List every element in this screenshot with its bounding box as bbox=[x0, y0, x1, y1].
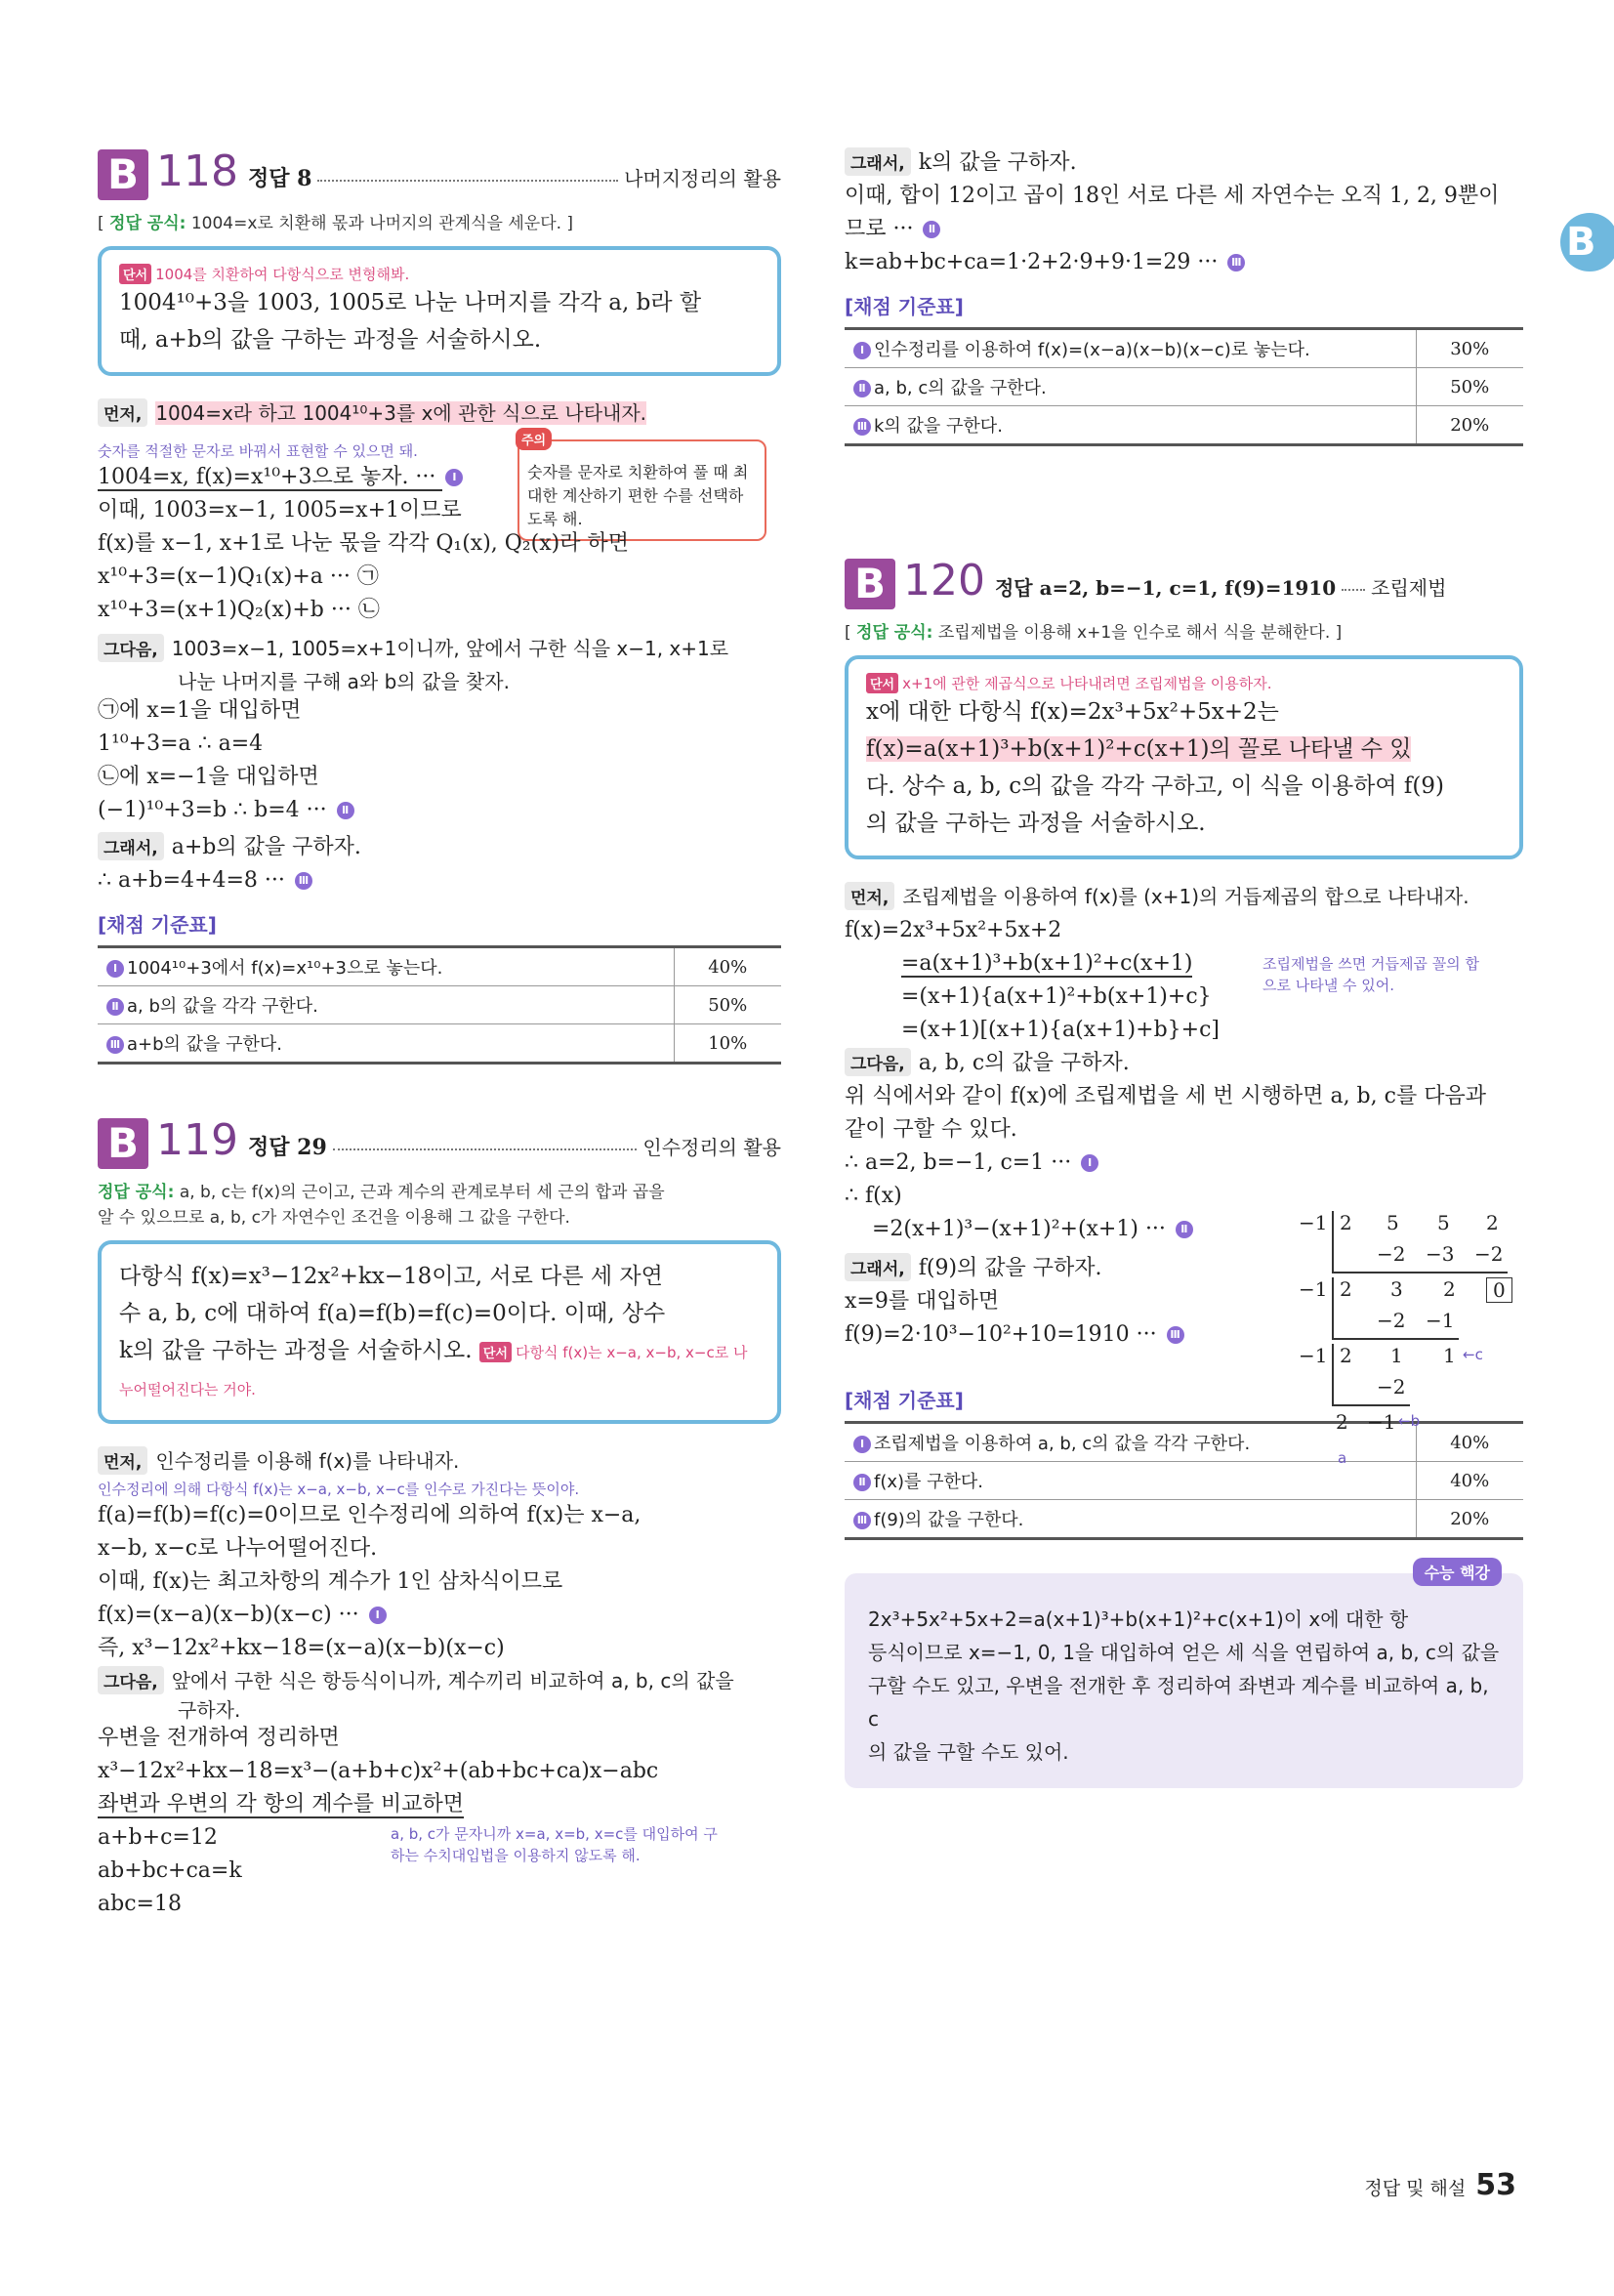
step-next: 그다음, 앞에서 구한 식은 항등식이니까, 계수끼리 비교하여 a, b, c의 값을 bbox=[98, 1665, 781, 1698]
math-line: 좌변과 우변의 각 항의 계수를 비교하면 bbox=[98, 1792, 464, 1816]
math-line: f(x)를 x−1, x+1로 나눈 몫을 각각 Q₁(x), Q₂(x)라 하면 bbox=[98, 531, 629, 556]
side-note: a, b, c가 문자니까 x=a, x=b, x=c를 대입하여 구하는 수치대입법을 이용하지 않도록 해. bbox=[391, 1825, 718, 1864]
math-line: 이때, f(x)는 최고차항의 계수가 1인 삼차식이므로 bbox=[98, 1569, 563, 1594]
math-line: =(x+1){a(x+1)²+b(x+1)+c} bbox=[901, 984, 1212, 1009]
page-footer: 정답 및 해설 53 bbox=[1364, 2168, 1516, 2202]
leader-dots bbox=[1342, 577, 1365, 591]
math-line: =(x+1)[(x+1){a(x+1)+b}+c] bbox=[901, 1018, 1220, 1042]
topic: 인수정리의 활용 bbox=[642, 1136, 781, 1159]
problem-118-box bbox=[98, 246, 781, 376]
grading-title: [채점 기준표] bbox=[98, 913, 217, 937]
question-line: 의 값을 구하는 과정을 서술하시오. bbox=[866, 811, 1206, 836]
question-line: 때, a+b의 값을 구하는 과정을 서술하시오. bbox=[119, 327, 542, 353]
question-line: 다항식 f(x)=x³−12x²+kx−18이고, 서로 다른 세 자연 bbox=[119, 1264, 663, 1289]
side-note: 숫자를 적절한 문자로 바꿔서 표현할 수 있으면 돼. bbox=[98, 442, 418, 460]
leader-dots bbox=[317, 168, 618, 182]
step-first: 먼저, 인수정리를 이용해 f(x)를 나타내자. bbox=[98, 1445, 781, 1479]
math-line: x=9를 대입하면 bbox=[845, 1289, 1000, 1314]
step-so: 그래서, k의 값을 구하자. bbox=[845, 146, 1523, 180]
math-line: f(a)=f(b)=f(c)=0이므로 인수정리에 의하여 f(x)는 x−a, bbox=[98, 1503, 641, 1527]
math-line: 므로 ··· Ⅱ bbox=[845, 213, 1523, 246]
math-line: f(x)=(x−a)(x−b)(x−c) ··· Ⅰ bbox=[98, 1599, 781, 1632]
table-row: Ⅲ f(9)의 값을 구한다. 20% bbox=[845, 1500, 1523, 1539]
table-row: Ⅱ a, b의 값을 각각 구한다. 50% bbox=[98, 986, 781, 1024]
leader-dots bbox=[333, 1137, 638, 1150]
table-row: Ⅰ 인수정리를 이용하여 f(x)=(x−a)(x−b)(x−c)로 놓는다. 30% bbox=[845, 329, 1523, 368]
math-line: 위 식에서와 같이 f(x)에 조립제법을 세 번 시행하면 a, b, c를 다음과 bbox=[845, 1084, 1486, 1108]
side-note: 인수정리에 의해 다항식 f(x)는 x−a, x−b, x−c를 인수로 가진다는 뜻이야. bbox=[98, 1481, 580, 1498]
grading-title: [채점 기준표] bbox=[845, 1389, 964, 1412]
grading-table bbox=[845, 1421, 1523, 1540]
answer: 정답 29 bbox=[247, 1135, 327, 1160]
math-line: x³−12x²+kx−18=x³−(a+b+c)x²+(ab+bc+ca)x−abc bbox=[98, 1759, 659, 1783]
math-line: 이때, 합이 12이고 곱이 18인 서로 다른 세 자연수는 오직 1, 2, 9뿐이 bbox=[845, 184, 1500, 208]
answer: 정답 a=2, b=−1, c=1, f(9)=1910 bbox=[994, 576, 1337, 600]
math-line: a+b+c=12 bbox=[98, 1825, 218, 1850]
key-tip-box: 수능 핵강 2x³+5x²+5x+2=a(x+1)³+b(x+1)²+c(x+1)이 x에 대한 항 등식이므로 x=−1, 0, 1을 대입하여 얻은 세 식을 연립하여 a, b, c의 값을 구할 수도 있고, 우변을 전개한 후 정리하여 좌변과 계수를 비교하여 a, b, c 의 값을 구할 수도 있어. bbox=[845, 1573, 1523, 1788]
left-column bbox=[98, 146, 781, 1921]
question-line: x에 대한 다항식 f(x)=2x³+5x²+5x+2는 bbox=[866, 699, 1279, 725]
math-line: k=ab+bc+ca=1·2+2·9+9·1=29 ··· Ⅲ bbox=[845, 246, 1523, 279]
math-line: =2(x+1)³−(x+1)²+(x+1) ··· Ⅱ bbox=[845, 1213, 1523, 1246]
table-row: Ⅲ k의 값을 구한다. 20% bbox=[845, 406, 1523, 445]
math-line: x−b, x−c로 나누어떨어진다. bbox=[98, 1536, 378, 1561]
problem-119-box bbox=[98, 1240, 781, 1424]
problem-120-box bbox=[845, 655, 1523, 859]
math-line: 우변을 전개하여 정리하면 bbox=[98, 1726, 340, 1750]
topic: 나머지정리의 활용 bbox=[624, 167, 781, 190]
problem-number: 118 bbox=[156, 146, 238, 196]
level-badge: B bbox=[98, 149, 148, 200]
math-line: ∴ a=2, b=−1, c=1 ··· Ⅰ bbox=[845, 1147, 1523, 1180]
problem-120-header bbox=[845, 556, 1523, 612]
step-so: 그래서, a+b의 값을 구하자. bbox=[98, 831, 781, 864]
math-line: f(x)=2x³+5x²+5x+2 bbox=[845, 918, 1062, 942]
math-line: ㉡에 x=−1을 대입하면 bbox=[98, 765, 319, 789]
hint: 단서 1004를 치환하여 다항식으로 변형해봐. bbox=[119, 264, 760, 284]
problem-number: 120 bbox=[903, 556, 985, 605]
level-badge: B bbox=[845, 559, 895, 609]
answer-formula: [ 정답 공식: 1004=x로 치환해 몫과 나머지의 관계식을 세운다. ] bbox=[98, 214, 574, 233]
side-note: 조립제법을 쓰면 거듭제곱 꼴의 합 으로 나타낼 수 있어. bbox=[1262, 955, 1479, 994]
math-line: ∴ a+b=4+4=8 ··· Ⅲ bbox=[98, 864, 781, 898]
table-row: Ⅱ a, b, c의 값을 구한다. 50% bbox=[845, 368, 1523, 406]
problem-118-header bbox=[98, 146, 781, 203]
math-line: ab+bc+ca=k bbox=[98, 1858, 242, 1883]
math-line: x¹⁰+3=(x−1)Q₁(x)+a ··· ㉠ bbox=[98, 564, 379, 589]
caution-box: 주의 숫자를 문자로 치환하여 풀 때 최대한 계산하기 편한 수를 선택하도록 해. bbox=[517, 439, 766, 541]
math-line: f(9)=2·10³−10²+10=1910 ··· Ⅲ bbox=[845, 1318, 1523, 1352]
step-first: 먼저, 조립제법을 이용하여 f(x)를 (x+1)의 거듭제곱의 합으로 나타내자. bbox=[845, 881, 1523, 914]
math-line: x¹⁰+3=(x+1)Q₂(x)+b ··· ㉡ bbox=[98, 598, 380, 622]
problem-number: 119 bbox=[156, 1115, 238, 1165]
question-line: k의 값을 구하는 과정을 서술하시오. 단서 다항식 f(x)는 x−a, x−b, x−c로 나누어떨어진다는 거야. bbox=[119, 1338, 748, 1398]
problem-119-header bbox=[98, 1115, 781, 1172]
grading-table bbox=[845, 327, 1523, 446]
answer: 정답 8 bbox=[247, 166, 312, 191]
right-column bbox=[845, 146, 1523, 1788]
step-next-cont: 구하자. bbox=[178, 1698, 241, 1722]
step-first: 먼저, 1004=x라 하고 1004¹⁰+3를 x에 관한 식으로 나타내자. bbox=[98, 397, 781, 431]
key-tip-title: 수능 핵강 bbox=[1413, 1558, 1502, 1586]
table-row: Ⅱ f(x)를 구한다. 40% bbox=[845, 1462, 1523, 1500]
math-line: 1004=x, f(x)=x¹⁰+3으로 놓자. ··· Ⅰ bbox=[98, 461, 781, 494]
step-next: 그다음, a, b, c의 값을 구하자. bbox=[845, 1047, 1523, 1080]
answer-formula: [ 정답 공식: 조립제법을 이용해 x+1을 인수로 해서 식을 분해한다. ] bbox=[845, 623, 1343, 643]
grading-table bbox=[98, 945, 781, 1065]
math-line: 같이 구할 수 있다. bbox=[845, 1117, 1017, 1142]
math-line: 이때, 1003=x−1, 1005=x+1이므로 bbox=[98, 498, 462, 522]
math-line: =a(x+1)³+b(x+1)²+c(x+1) bbox=[901, 951, 1193, 976]
topic: 조립제법 bbox=[1371, 576, 1447, 600]
question-line: f(x)=a(x+1)³+b(x+1)²+c(x+1)의 꼴로 나타낼 수 있 bbox=[866, 736, 1412, 762]
hint: 단서 x+1에 관한 제곱식으로 나타내려면 조립제법을 이용하자. bbox=[866, 673, 1502, 693]
question-line: 1004¹⁰+3을 1003, 1005로 나눈 나머지를 각각 a, b라 할 bbox=[119, 290, 702, 315]
step-next-cont: 나눈 나머지를 구해 a와 b의 값을 찾자. bbox=[178, 670, 510, 693]
math-line: abc=18 bbox=[98, 1892, 182, 1916]
table-row: Ⅲ a+b의 값을 구한다. 10% bbox=[98, 1024, 781, 1064]
math-line: 1¹⁰+3=a ∴ a=4 bbox=[98, 731, 264, 756]
step-so: 그래서, f(9)의 값을 구하자. bbox=[845, 1252, 1523, 1285]
question-line: 수 a, b, c에 대하여 f(a)=f(b)=f(c)=0이다. 이때, 상수 bbox=[119, 1301, 666, 1326]
answer-formula: 정답 공식: a, b, c는 f(x)의 근이고, 근과 계수의 관계로부터 세 근의 합과 곱을 알 수 있으므로 a, b, c가 자연수인 조건을 이용해 그 값을 구한다. bbox=[98, 1183, 665, 1228]
math-line: (−1)¹⁰+3=b ∴ b=4 ··· Ⅱ bbox=[98, 794, 781, 827]
table-row: Ⅰ 1004¹⁰+3에서 f(x)=x¹⁰+3으로 놓는다. 40% bbox=[98, 947, 781, 986]
math-line: 즉, x³−12x²+kx−18=(x−a)(x−b)(x−c) bbox=[98, 1636, 505, 1660]
question-line: 다. 상수 a, b, c의 값을 각각 구하고, 이 식을 이용하여 f(9) bbox=[866, 773, 1444, 799]
side-tab: B bbox=[1560, 213, 1614, 271]
math-line: ∴ f(x) bbox=[845, 1184, 902, 1208]
step-next: 그다음, 1003=x−1, 1005=x+1이니까, 앞에서 구한 식을 x−1, x+1로 bbox=[98, 633, 781, 666]
level-badge: B bbox=[98, 1118, 148, 1169]
table-row: Ⅰ 조립제법을 이용하여 a, b, c의 값을 각각 구한다. 40% bbox=[845, 1423, 1523, 1462]
grading-title: [채점 기준표] bbox=[845, 295, 964, 318]
math-line: ㉠에 x=1을 대입하면 bbox=[98, 698, 302, 723]
